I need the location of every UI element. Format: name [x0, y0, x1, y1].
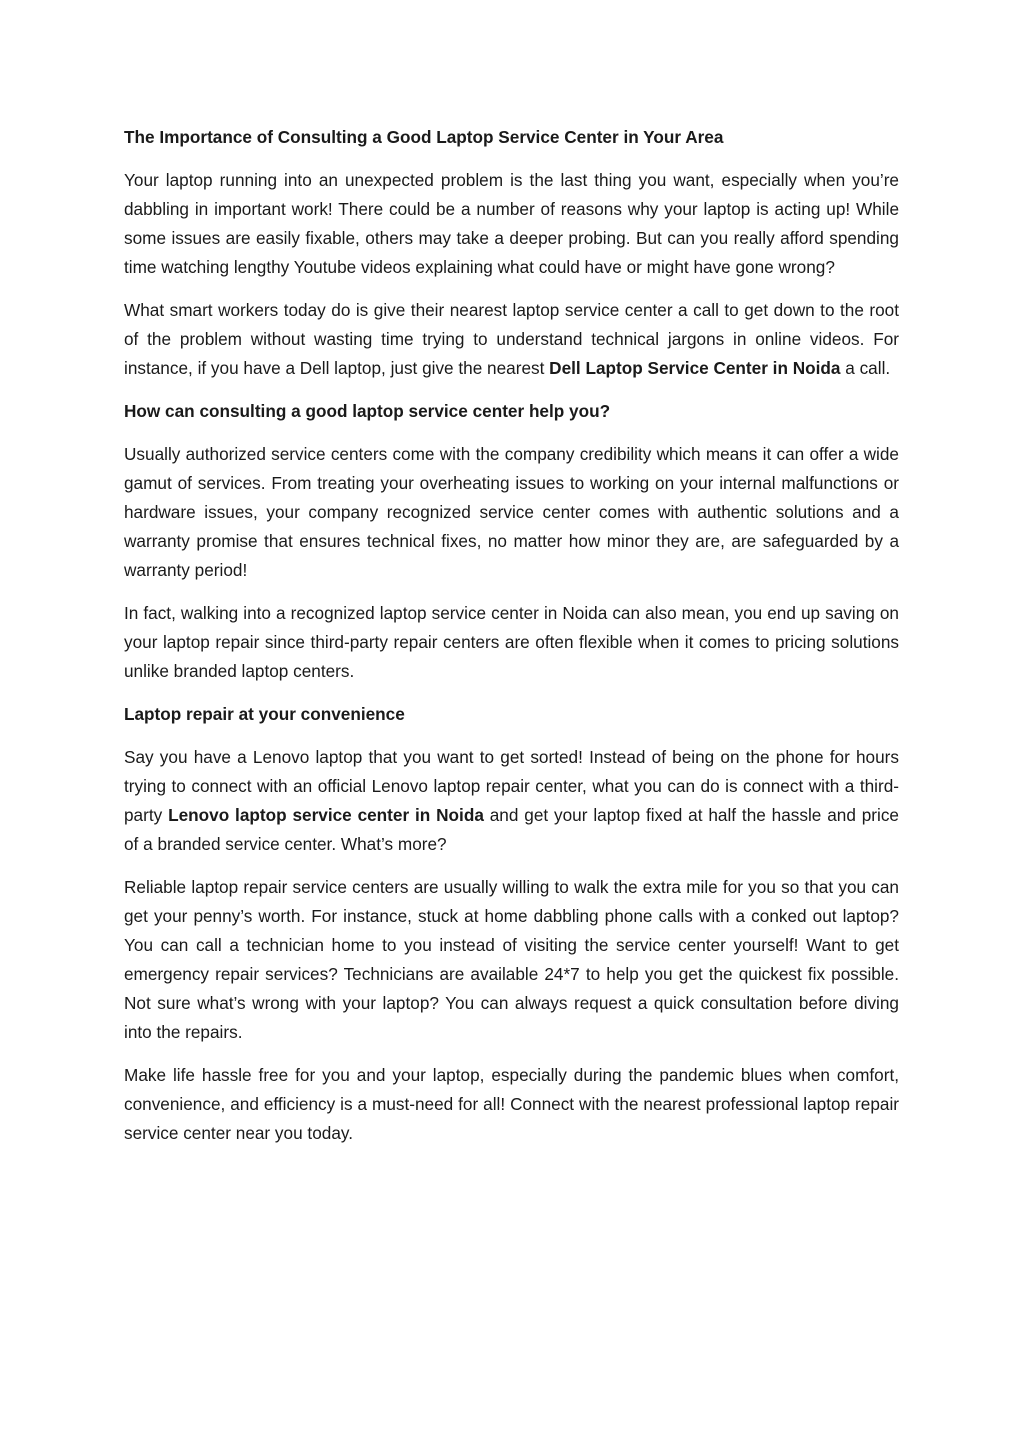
dell-service-center-bold: Dell Laptop Service Center in Noida [549, 358, 841, 378]
paragraph-noida-savings: In fact, walking into a recognized laptop service center in Noida can also mean, you end up saving on your laptop repair since third-party repair centers are often flexible when it comes to pricing solutions unlike branded laptop centers. [124, 603, 899, 681]
lenovo-service-center-bold: Lenovo laptop service center in Noida [168, 805, 484, 825]
paragraph-lenovo [124, 743, 899, 859]
section-heading-convenience: Laptop repair at your convenience [124, 704, 405, 724]
paragraph-text: What smart workers today do is give their nearest laptop service center a call to get down to the root of the problem without wasting time trying to understand technical jargons in online videos. For instance, if you have a Dell laptop, just give the nearest [124, 300, 899, 378]
paragraph-authorized-centers: Usually authorized service centers come with the company credibility which means it can offer a wide gamut of services. From treating your overheating issues to working on your internal malfunctions or hardware issues, your company recognized service center comes with authentic solutions and a warranty promise that ensures technical fixes, no matter how minor they are, are safeguarded by a warranty period! [124, 444, 899, 580]
document-title: The Importance of Consulting a Good Laptop Service Center in Your Area [124, 127, 724, 147]
document-page [124, 123, 899, 1162]
paragraph-text: Say you have a Lenovo laptop that you want to get sorted! Instead of being on the phone for hours trying to connect with an official Lenovo laptop repair center, what you can do is connect with a third-party [124, 747, 899, 825]
section-heading-help: How can consulting a good laptop service center help you? [124, 401, 611, 421]
paragraph-conclusion: Make life hassle free for you and your laptop, especially during the pandemic blues when comfort, convenience, and efficiency is a must-need for all! Connect with the nearest professional laptop repair service center near you today. [124, 1065, 899, 1143]
paragraph-intro: Your laptop running into an unexpected problem is the last thing you want, especially when you’re dabbling in important work! There could be a number of reasons why your laptop is acting up! While some issues are easily fixable, others may take a deeper probing. But can you really afford spending time watching lengthy Youtube videos explaining what could have or might have gone wrong? [124, 170, 899, 277]
paragraph-text: and get your laptop fixed at half the hassle and price of a branded service center. What’s more? [124, 805, 899, 854]
paragraph-smart-workers [124, 296, 899, 383]
paragraph-text: a call. [840, 358, 891, 378]
paragraph-reliable-centers: Reliable laptop repair service centers are usually willing to walk the extra mile for you so that you can get your penny’s worth. For instance, stuck at home dabbling phone calls with a conked out laptop? You can call a technician home to you instead of visiting the service center yourself! Want to get emergency repair services? Technicians are available 24*7 to help you get the quickest fix possible. Not sure what’s wrong with your laptop? You can always request a quick consultation before diving into the repairs. [124, 877, 899, 1042]
